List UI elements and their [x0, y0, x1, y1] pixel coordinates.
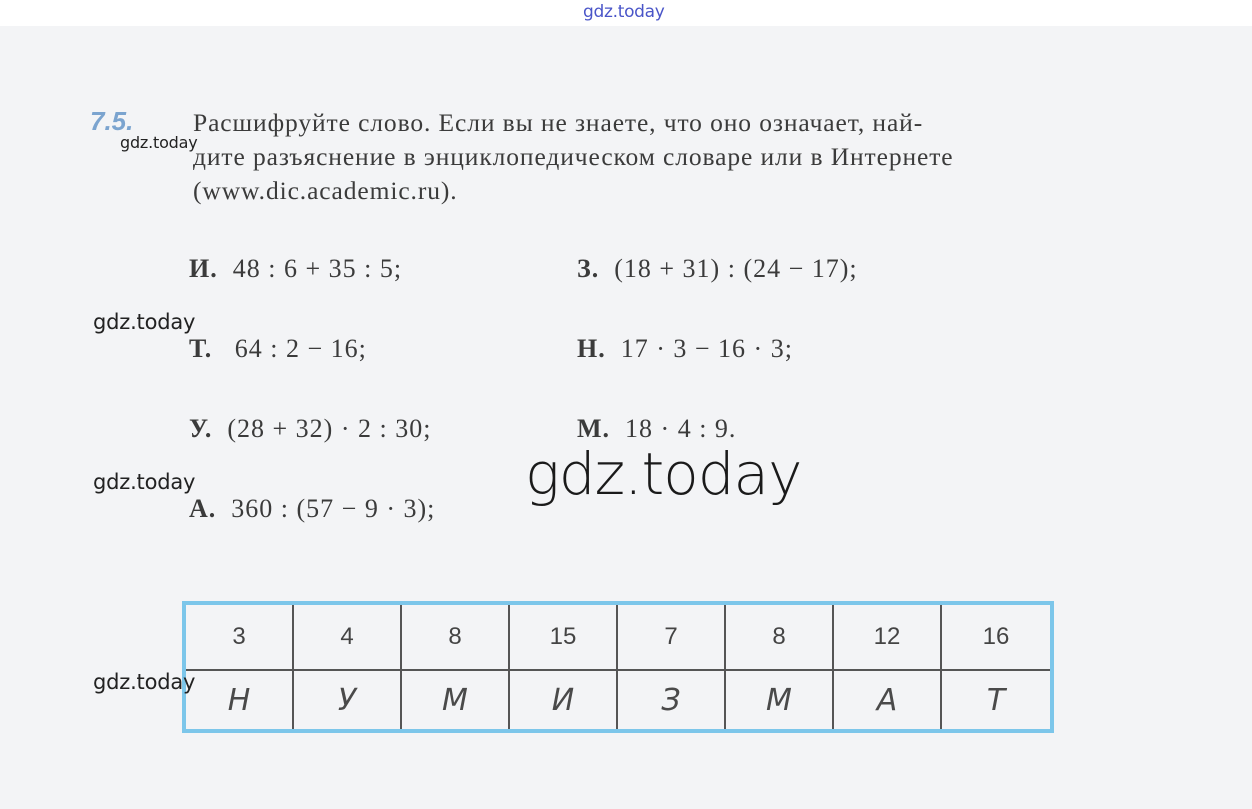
number-cell: 8: [726, 605, 834, 669]
number-cell: 12: [834, 605, 942, 669]
watermark: gdz.today: [93, 470, 196, 494]
expression-text: (28 + 32) · 2 : 30;: [227, 414, 432, 443]
number-cell: 4: [294, 605, 402, 669]
answer-letters-row: [186, 671, 1050, 729]
expression-n: [577, 334, 793, 364]
number-cell: 16: [982, 623, 1010, 650]
expression-a: [189, 494, 435, 524]
expression-letter: А.: [189, 494, 217, 523]
watermark-large: gdz.today: [525, 440, 802, 508]
number-cell: 15: [510, 605, 618, 669]
expression-text: 48 : 6 + 35 : 5;: [232, 254, 403, 283]
task-number: 7.5.: [90, 106, 134, 136]
letter-cell: Н: [186, 671, 294, 729]
number-cell: 3: [186, 605, 294, 669]
number-cell: 8: [402, 605, 510, 669]
watermark: gdz.today: [93, 310, 196, 334]
expression-letter: У.: [189, 414, 213, 443]
number-cell: 7: [618, 605, 726, 669]
expression-text: 18 · 4 : 9.: [625, 414, 737, 443]
answer-numbers-row: [186, 605, 1050, 671]
letter-cell: Т: [986, 682, 1006, 718]
expression-text: (18 + 31) : (24 − 17);: [614, 254, 858, 283]
expression-text: 17 · 3 − 16 · 3;: [620, 334, 793, 363]
expression-text: 360 : (57 − 9 · 3);: [231, 494, 436, 523]
watermark-top: gdz.today: [583, 2, 665, 22]
expression-i: [189, 254, 402, 284]
watermark: gdz.today: [93, 670, 196, 694]
letter-cell: З: [618, 671, 726, 729]
letter-cell: М: [402, 671, 510, 729]
letter-cell: И: [510, 671, 618, 729]
answer-table: [182, 601, 1054, 733]
expression-t: [189, 334, 367, 364]
expression-u: [189, 414, 431, 444]
expression-letter: З.: [577, 254, 600, 283]
task-line: дите разъяснение в энциклопедическом словаре или в Интернете: [193, 142, 954, 171]
letter-cell: М: [726, 671, 834, 729]
task-statement: [193, 106, 1153, 208]
task-line: (www.dic.academic.ru).: [193, 176, 458, 205]
task-line: Расшифруйте слово. Если вы не знаете, что оно означает, най-: [193, 108, 924, 137]
letter-cell: А: [834, 671, 942, 729]
expression-z: [577, 254, 858, 284]
expression-text: 64 : 2 − 16;: [234, 334, 367, 363]
watermark: gdz.today: [120, 133, 198, 152]
expression-letter: И.: [189, 254, 218, 283]
expression-letter: М.: [577, 414, 611, 443]
expression-letter: Т.: [189, 334, 213, 363]
letter-cell: У: [294, 671, 402, 729]
expression-letter: Н.: [577, 334, 606, 363]
